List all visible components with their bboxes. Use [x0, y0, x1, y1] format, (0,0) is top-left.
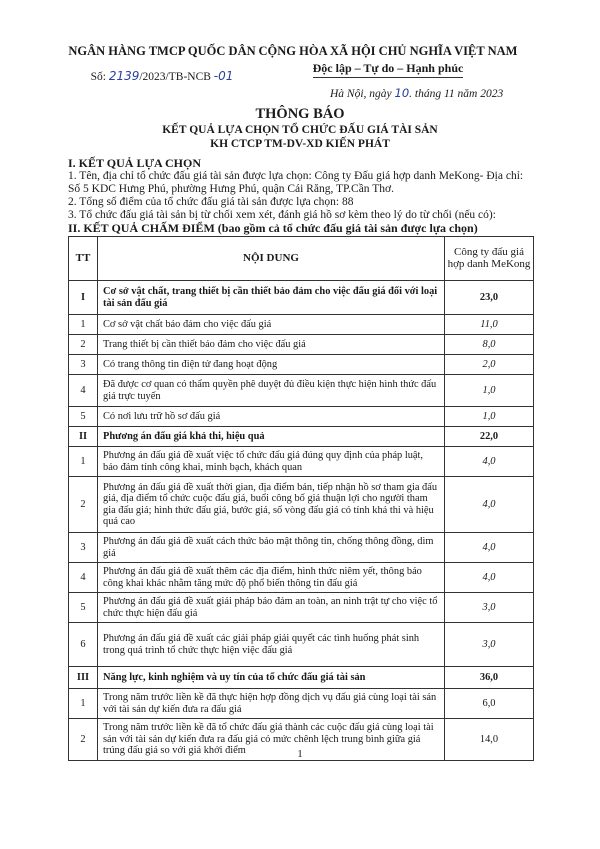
table-row — [69, 335, 534, 355]
section-2-heading: II. KẾT QUẢ CHẤM ĐIỂM (bao gồm cả tổ chức đấu giá tài sản được lựa chọn) — [68, 221, 478, 235]
row-score: 14,0 — [445, 719, 534, 761]
row-content: Phương án đấu giá đề xuất cách thức bảo mật thông tin, chống thông đồng, dìm giá — [98, 533, 445, 563]
row-score: 3,0 — [445, 623, 534, 667]
bank-name: NGÂN HÀNG TMCP QUỐC DÂN — [68, 44, 256, 58]
row-tt: 5 — [69, 407, 98, 427]
row-content: Đã được cơ quan có thẩm quyền phê duyệt đủ điều kiện thực hiện hình thức đấu giá trực tuyến — [98, 375, 445, 407]
row-tt: III — [69, 667, 98, 689]
row-tt: 4 — [69, 375, 98, 407]
row-score: 4,0 — [445, 447, 534, 477]
header-score: Công ty đấu giá hợp danh MeKong — [445, 237, 534, 281]
header-content: NỘI DUNG — [98, 237, 445, 281]
row-content: Phương án đấu giá đề xuất thêm các địa điểm, hình thức niêm yết, thông báo công khai khác nhằm tăng mức độ phổ biến thông tin đấu giá — [98, 563, 445, 593]
table-row — [69, 355, 534, 375]
table-row — [69, 375, 534, 407]
row-content: Năng lực, kinh nghiệm và uy tín của tổ chức đấu giá tài sản — [98, 667, 445, 689]
issuer-block — [62, 44, 262, 83]
table-row — [69, 533, 534, 563]
row-content: Có nơi lưu trữ hồ sơ đấu giá — [98, 407, 445, 427]
page-number: 1 — [297, 748, 303, 760]
date-day: 10 — [394, 86, 410, 100]
table-row — [69, 689, 534, 719]
row-tt: 5 — [69, 593, 98, 623]
date-suffix: . tháng 11 năm 2023 — [409, 88, 504, 100]
row-content: Phương án đấu giá đề xuất thời gian, địa điểm bán, tiếp nhận hồ sơ tham gia đấu giá, địa điểm tổ chức cuộc đấu giá, buổi công bố giá thuận lợi cho người tham gia đấu giá; hình thức đấu giá, bước giá, số vòng đấu giá có tính khả thi và hiệu quả cao — [98, 477, 445, 533]
row-tt: 1 — [69, 689, 98, 719]
row-tt: 1 — [69, 447, 98, 477]
score-table — [68, 236, 534, 761]
row-tt: 2 — [69, 719, 98, 761]
doc-no-prefix: Số: — [90, 71, 106, 83]
row-tt: 1 — [69, 315, 98, 335]
table-row — [69, 427, 534, 447]
header-tt: TT — [69, 237, 98, 281]
row-score: 1,0 — [445, 407, 534, 427]
table-header-row — [69, 237, 534, 281]
table-row — [69, 315, 534, 335]
row-score: 22,0 — [445, 427, 534, 447]
table-row — [69, 667, 534, 689]
doc-subtitle-2: KH CTCP TM-DV-XD KIẾN PHÁT — [210, 138, 390, 150]
row-score: 8,0 — [445, 335, 534, 355]
row-score: 11,0 — [445, 315, 534, 335]
doc-no-suffix: -01 — [213, 69, 234, 83]
row-tt: 3 — [69, 533, 98, 563]
row-score: 23,0 — [445, 281, 534, 315]
row-tt: 4 — [69, 563, 98, 593]
row-content: Trong năm trước liền kề đã thực hiện hợp đồng dịch vụ đấu giá cùng loại tài sản với tài sản dự kiến đưa ra đấu giá — [98, 689, 445, 719]
row-tt: 2 — [69, 477, 98, 533]
document-number — [62, 69, 262, 83]
row-tt: 6 — [69, 623, 98, 667]
row-content: Phương án đấu giá đề xuất các giải pháp giải quyết các tình huống phát sinh trong quá trình tổ chức thực hiện việc đấu giá — [98, 623, 445, 667]
row-score: 3,0 — [445, 593, 534, 623]
section-1-heading: I. KẾT QUẢ LỰA CHỌN — [68, 156, 202, 170]
row-content: Phương án đấu giá đề xuất giải pháp bảo đảm an toàn, an ninh trật tự cho việc tổ chức thực hiện đấu giá — [98, 593, 445, 623]
doc-no-handwritten: 2139 — [108, 69, 140, 83]
table-row — [69, 407, 534, 427]
date-line — [330, 86, 503, 100]
row-score: 4,0 — [445, 533, 534, 563]
nation-block — [258, 44, 518, 78]
doc-subtitle-1: KẾT QUẢ LỰA CHỌN TỔ CHỨC ĐẤU GIÁ TÀI SẢN — [162, 124, 438, 136]
row-content: Cơ sở vật chất, trang thiết bị cần thiết bảo đảm cho việc đấu giá đối với loại tài sản đấu giá — [98, 281, 445, 315]
section-1-item-2: 2. Tổng số điểm của tổ chức đấu giá tài sản được lựa chọn: 88 — [68, 196, 354, 208]
row-score: 2,0 — [445, 355, 534, 375]
row-content: Trong năm trước liền kề đã tổ chức đấu giá thành các cuộc đấu giá cùng loại tài sản với tài sản dự kiến đưa ra đấu giá có mức chênh lệch trung bình giữa giá trúng đấu giá so với giá khởi điểm — [98, 719, 445, 761]
row-score: 1,0 — [445, 375, 534, 407]
row-content: Phương án đấu giá đề xuất việc tổ chức đấu giá đúng quy định của pháp luật, bảo đảm tính công khai, minh bạch, khách quan — [98, 447, 445, 477]
table-row — [69, 593, 534, 623]
table-row — [69, 477, 534, 533]
doc-no-mid: /2023/TB-NCB — [139, 71, 211, 83]
table-row — [69, 623, 534, 667]
motto: Độc lập – Tự do – Hạnh phúc — [313, 61, 464, 78]
row-score: 36,0 — [445, 667, 534, 689]
date-prefix: Hà Nội, ngày — [330, 88, 392, 100]
row-content: Cơ sở vật chất bảo đảm cho việc đấu giá — [98, 315, 445, 335]
section-1-item-3: 3. Tổ chức đấu giá tài sản bị từ chối xem xét, đánh giá hồ sơ kèm theo lý do từ chối (nếu có): — [68, 209, 496, 221]
row-content: Trang thiết bị cần thiết bảo đảm cho việc đấu giá — [98, 335, 445, 355]
row-content: Phương án đấu giá khả thi, hiệu quả — [98, 427, 445, 447]
table-row — [69, 281, 534, 315]
row-tt: 3 — [69, 355, 98, 375]
row-score: 4,0 — [445, 477, 534, 533]
row-tt: II — [69, 427, 98, 447]
row-tt: I — [69, 281, 98, 315]
doc-title: THÔNG BÁO — [255, 106, 345, 122]
table-row — [69, 447, 534, 477]
row-score: 4,0 — [445, 563, 534, 593]
table-row — [69, 563, 534, 593]
row-score: 6,0 — [445, 689, 534, 719]
nation-name: CỘNG HÒA XÃ HỘI CHỦ NGHĨA VIỆT NAM — [258, 44, 518, 58]
row-content: Có trang thông tin điện tử đang hoạt động — [98, 355, 445, 375]
section-1-item-1: 1. Tên, địa chỉ tổ chức đấu giá tài sản được lựa chọn: Công ty Đấu giá hợp danh MeKong- Địa chỉ: Số 5 KDC Hưng Phú, phường Hưng Phú, quận Cái Răng, TP.Cần Thơ. — [68, 170, 524, 195]
row-tt: 2 — [69, 335, 98, 355]
